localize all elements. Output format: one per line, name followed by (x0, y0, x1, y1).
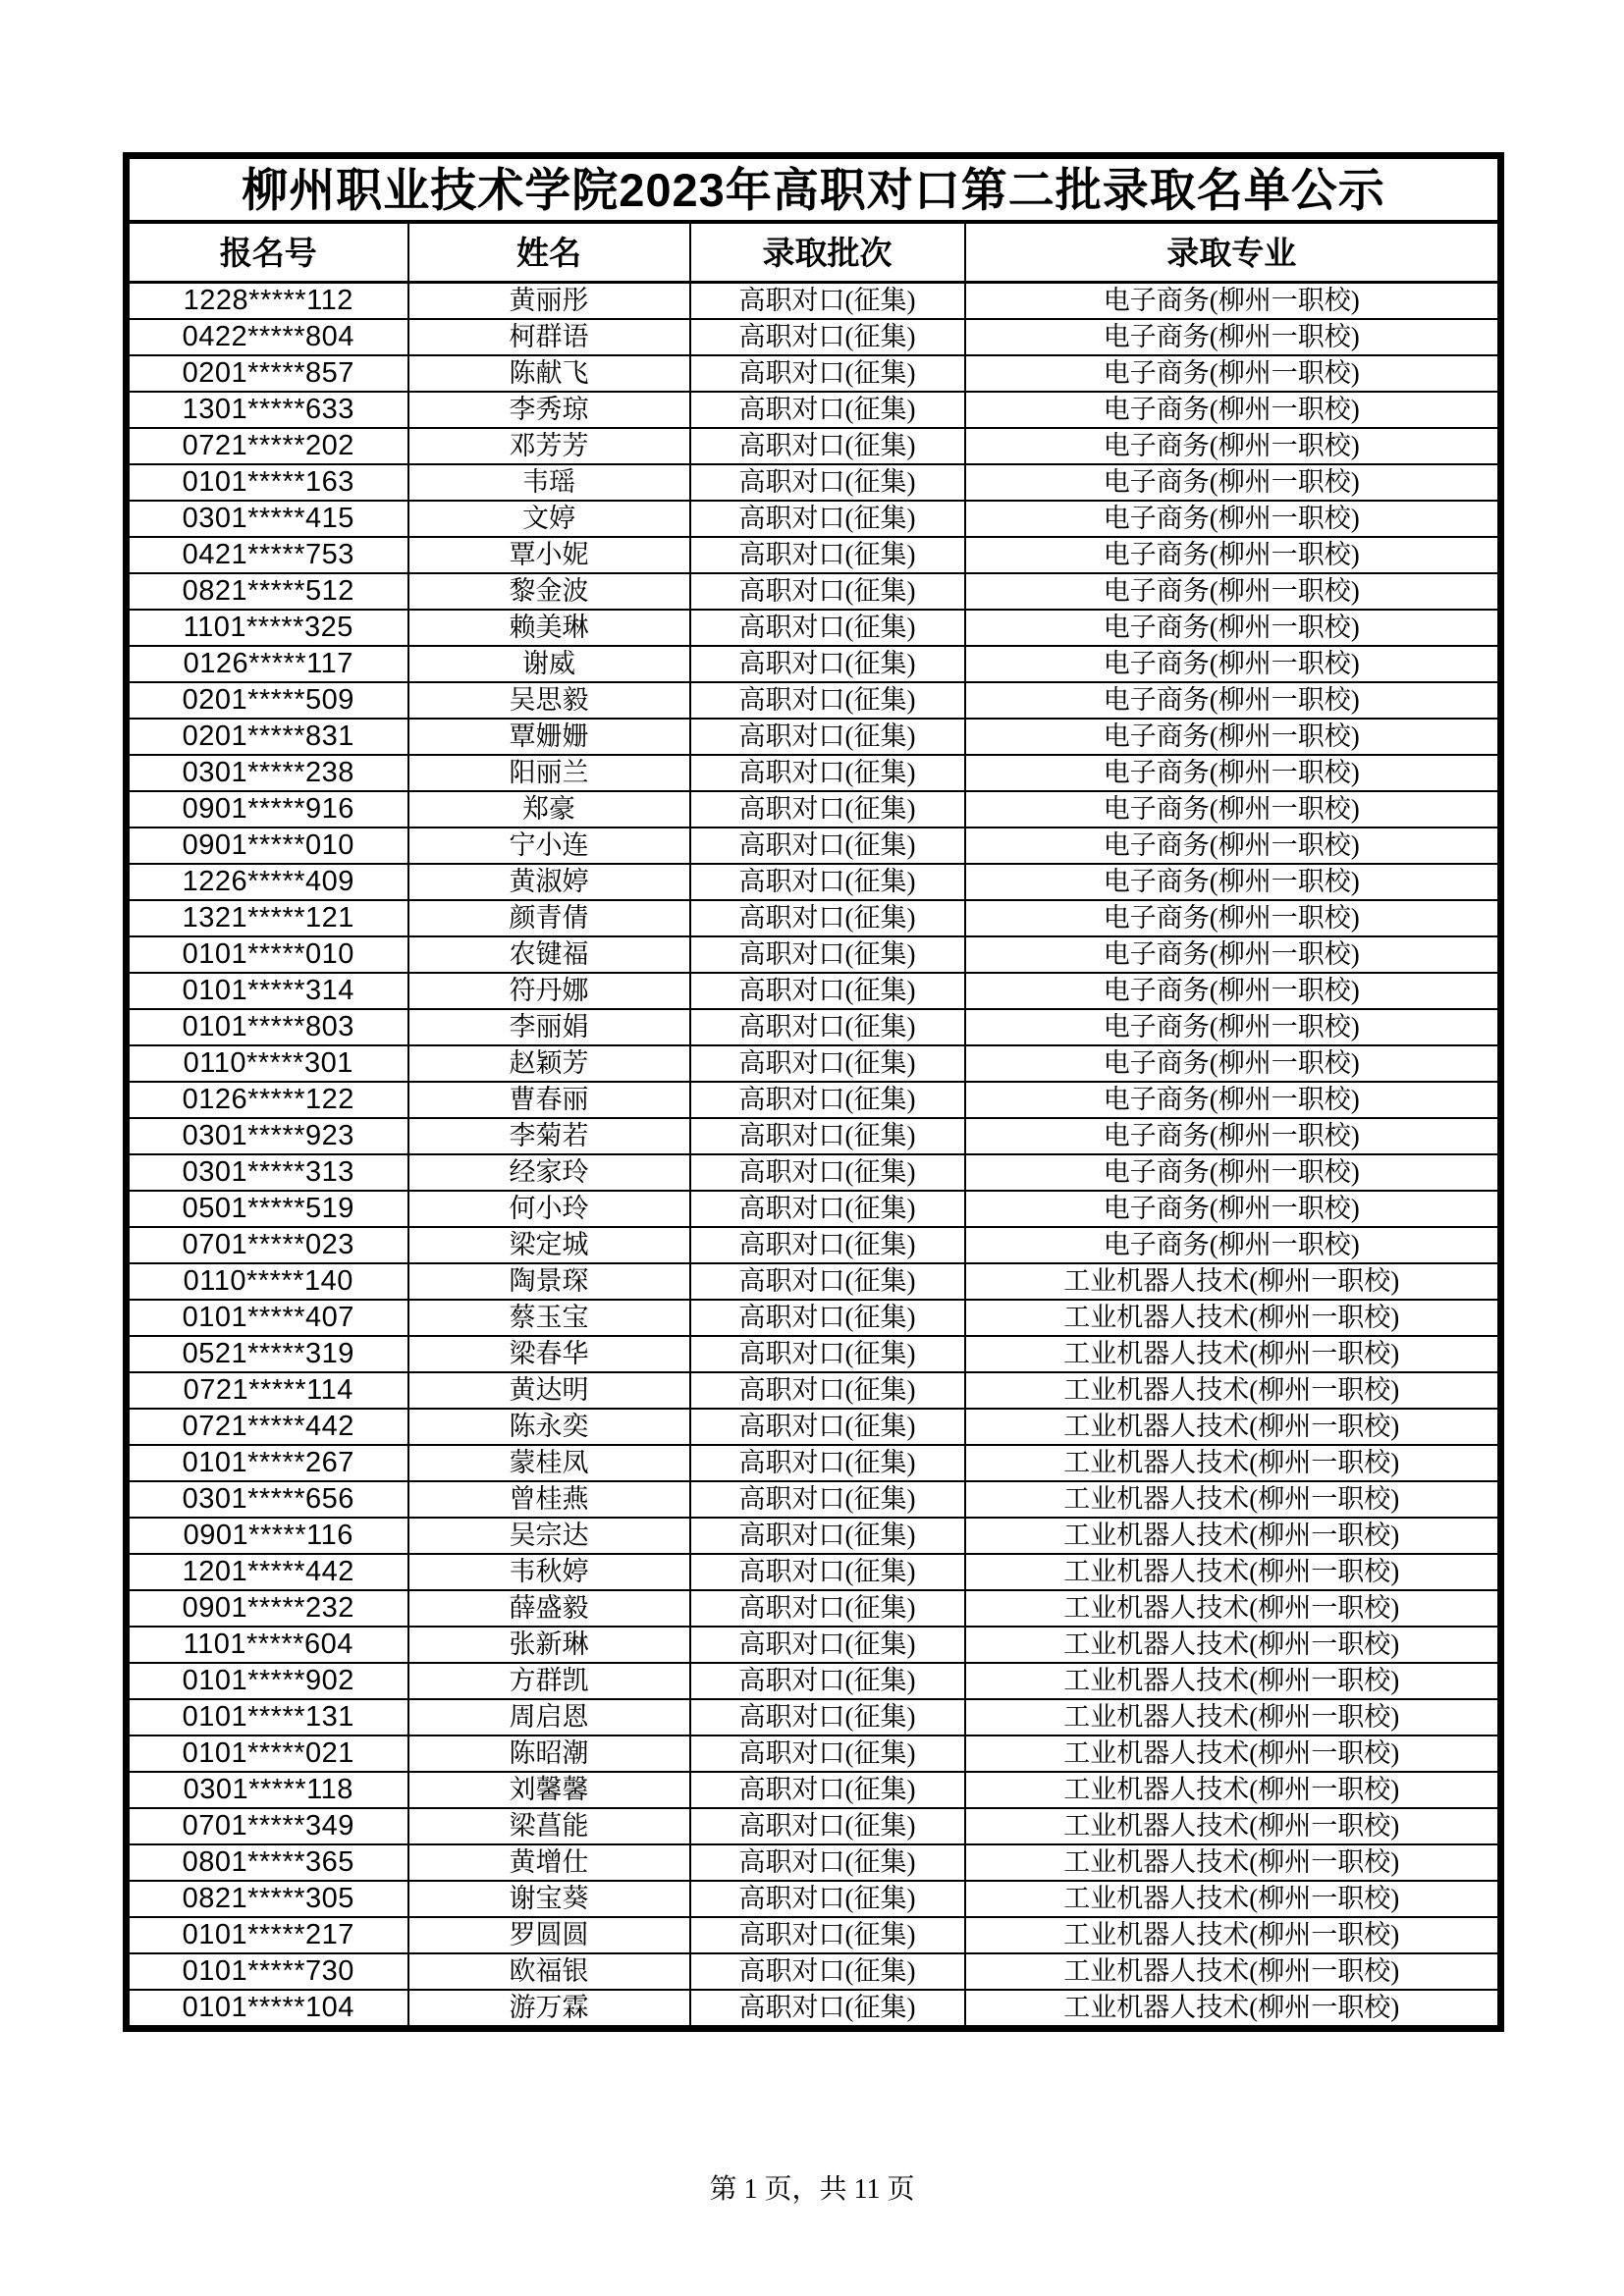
cell-name: 刘馨馨 (408, 1772, 690, 1808)
cell-name: 谢宝葵 (408, 1881, 690, 1917)
cell-reg-no: 0201*****831 (127, 719, 408, 755)
cell-major: 电子商务(柳州一职校) (965, 1009, 1501, 1045)
cell-major: 工业机器人技术(柳州一职校) (965, 1735, 1501, 1772)
cell-batch: 高职对口(征集) (690, 1772, 965, 1808)
table-row (127, 1409, 1501, 1445)
cell-reg-no: 0422*****804 (127, 319, 408, 355)
cell-batch: 高职对口(征集) (690, 428, 965, 464)
cell-major: 电子商务(柳州一职校) (965, 464, 1501, 501)
cell-major: 工业机器人技术(柳州一职校) (965, 1336, 1501, 1372)
cell-reg-no: 0901*****232 (127, 1590, 408, 1627)
cell-batch: 高职对口(征集) (690, 1009, 965, 1045)
cell-name: 黄淑婷 (408, 864, 690, 900)
table-row (127, 1663, 1501, 1699)
cell-reg-no: 0101*****730 (127, 1953, 408, 1990)
cell-reg-no: 0301*****923 (127, 1118, 408, 1154)
cell-reg-no: 0301*****118 (127, 1772, 408, 1808)
cell-name: 吴思毅 (408, 682, 690, 719)
cell-reg-no: 1228*****112 (127, 283, 408, 320)
cell-reg-no: 0901*****010 (127, 828, 408, 864)
cell-batch: 高职对口(征集) (690, 1881, 965, 1917)
cell-reg-no: 0721*****202 (127, 428, 408, 464)
table-row (127, 355, 1501, 392)
table-row (127, 1699, 1501, 1735)
cell-reg-no: 0101*****407 (127, 1300, 408, 1336)
cell-reg-no: 1101*****604 (127, 1627, 408, 1663)
table-row (127, 1881, 1501, 1917)
table-row (127, 283, 1501, 320)
table-row (127, 464, 1501, 501)
cell-batch: 高职对口(征集) (690, 1409, 965, 1445)
cell-name: 农键福 (408, 936, 690, 973)
cell-name: 黄增仕 (408, 1844, 690, 1881)
table-row (127, 900, 1501, 936)
cell-major: 工业机器人技术(柳州一职校) (965, 1263, 1501, 1300)
cell-reg-no: 0101*****104 (127, 1990, 408, 2029)
cell-batch: 高职对口(征集) (690, 283, 965, 320)
cell-major: 工业机器人技术(柳州一职校) (965, 1445, 1501, 1481)
cell-major: 工业机器人技术(柳州一职校) (965, 1554, 1501, 1590)
cell-name: 经家玲 (408, 1154, 690, 1191)
cell-major: 工业机器人技术(柳州一职校) (965, 1881, 1501, 1917)
cell-name: 梁定城 (408, 1227, 690, 1263)
cell-name: 罗圆圆 (408, 1917, 690, 1953)
table-row (127, 1336, 1501, 1372)
table-row (127, 428, 1501, 464)
table-row (127, 936, 1501, 973)
cell-batch: 高职对口(征集) (690, 1990, 965, 2029)
table-row (127, 1300, 1501, 1336)
cell-name: 曹春丽 (408, 1082, 690, 1118)
cell-major: 电子商务(柳州一职校) (965, 791, 1501, 828)
cell-name: 陈永奕 (408, 1409, 690, 1445)
table-row (127, 319, 1501, 355)
column-header-major: 录取专业 (965, 222, 1501, 283)
cell-batch: 高职对口(征集) (690, 1481, 965, 1518)
cell-name: 黎金波 (408, 573, 690, 610)
cell-batch: 高职对口(征集) (690, 682, 965, 719)
cell-major: 电子商务(柳州一职校) (965, 319, 1501, 355)
cell-reg-no: 0821*****512 (127, 573, 408, 610)
cell-major: 工业机器人技术(柳州一职校) (965, 1808, 1501, 1844)
cell-name: 周启恩 (408, 1699, 690, 1735)
table-row (127, 719, 1501, 755)
cell-name: 韦秋婷 (408, 1554, 690, 1590)
cell-batch: 高职对口(征集) (690, 1300, 965, 1336)
cell-batch: 高职对口(征集) (690, 1590, 965, 1627)
cell-batch: 高职对口(征集) (690, 537, 965, 573)
cell-batch: 高职对口(征集) (690, 1118, 965, 1154)
cell-name: 陈昭潮 (408, 1735, 690, 1772)
table-row (127, 1009, 1501, 1045)
cell-name: 李丽娟 (408, 1009, 690, 1045)
table-row (127, 791, 1501, 828)
cell-major: 工业机器人技术(柳州一职校) (965, 1518, 1501, 1554)
cell-reg-no: 0301*****656 (127, 1481, 408, 1518)
cell-reg-no: 0101*****314 (127, 973, 408, 1009)
cell-name: 张新琳 (408, 1627, 690, 1663)
cell-name: 覃小妮 (408, 537, 690, 573)
cell-major: 工业机器人技术(柳州一职校) (965, 1917, 1501, 1953)
table-row (127, 1844, 1501, 1881)
table-row (127, 1154, 1501, 1191)
cell-major: 工业机器人技术(柳州一职校) (965, 1663, 1501, 1699)
table-row (127, 1518, 1501, 1554)
cell-reg-no: 0721*****442 (127, 1409, 408, 1445)
cell-batch: 高职对口(征集) (690, 501, 965, 537)
cell-name: 何小玲 (408, 1191, 690, 1227)
cell-major: 电子商务(柳州一职校) (965, 682, 1501, 719)
cell-reg-no: 0101*****902 (127, 1663, 408, 1699)
cell-major: 电子商务(柳州一职校) (965, 1082, 1501, 1118)
table-row (127, 646, 1501, 682)
cell-batch: 高职对口(征集) (690, 1735, 965, 1772)
cell-name: 欧福银 (408, 1953, 690, 1990)
cell-major: 电子商务(柳州一职校) (965, 719, 1501, 755)
cell-major: 工业机器人技术(柳州一职校) (965, 1481, 1501, 1518)
cell-batch: 高职对口(征集) (690, 610, 965, 646)
column-header-batch: 录取批次 (690, 222, 965, 283)
cell-major: 电子商务(柳州一职校) (965, 828, 1501, 864)
table-row (127, 864, 1501, 900)
cell-reg-no: 0301*****313 (127, 1154, 408, 1191)
cell-batch: 高职对口(征集) (690, 1045, 965, 1082)
table-row (127, 1372, 1501, 1409)
cell-major: 电子商务(柳州一职校) (965, 973, 1501, 1009)
table-row (127, 1118, 1501, 1154)
cell-batch: 高职对口(征集) (690, 1263, 965, 1300)
cell-batch: 高职对口(征集) (690, 1082, 965, 1118)
cell-reg-no: 0521*****319 (127, 1336, 408, 1372)
cell-major: 电子商务(柳州一职校) (965, 755, 1501, 791)
cell-major: 电子商务(柳州一职校) (965, 283, 1501, 320)
cell-name: 覃姗姗 (408, 719, 690, 755)
cell-reg-no: 1226*****409 (127, 864, 408, 900)
cell-name: 曾桂燕 (408, 1481, 690, 1518)
cell-name: 赵颖芳 (408, 1045, 690, 1082)
cell-batch: 高职对口(征集) (690, 573, 965, 610)
cell-major: 电子商务(柳州一职校) (965, 537, 1501, 573)
cell-batch: 高职对口(征集) (690, 1518, 965, 1554)
table-row (127, 682, 1501, 719)
cell-name: 陶景琛 (408, 1263, 690, 1300)
cell-name: 梁春华 (408, 1336, 690, 1372)
table-row (127, 392, 1501, 428)
admission-table (123, 152, 1504, 2032)
cell-name: 蒙桂凤 (408, 1445, 690, 1481)
cell-major: 电子商务(柳州一职校) (965, 936, 1501, 973)
table-row (127, 1627, 1501, 1663)
cell-reg-no: 0901*****116 (127, 1518, 408, 1554)
cell-name: 梁菖能 (408, 1808, 690, 1844)
cell-reg-no: 0101*****021 (127, 1735, 408, 1772)
cell-major: 工业机器人技术(柳州一职校) (965, 1990, 1501, 2029)
table-row (127, 501, 1501, 537)
cell-major: 电子商务(柳州一职校) (965, 610, 1501, 646)
cell-major: 电子商务(柳州一职校) (965, 1191, 1501, 1227)
cell-batch: 高职对口(征集) (690, 828, 965, 864)
table-row (127, 1735, 1501, 1772)
cell-major: 电子商务(柳州一职校) (965, 1154, 1501, 1191)
cell-name: 邓芳芳 (408, 428, 690, 464)
cell-major: 电子商务(柳州一职校) (965, 428, 1501, 464)
cell-reg-no: 0110*****140 (127, 1263, 408, 1300)
table-row (127, 1045, 1501, 1082)
cell-name: 符丹娜 (408, 973, 690, 1009)
cell-major: 电子商务(柳州一职校) (965, 392, 1501, 428)
cell-name: 黄丽彤 (408, 283, 690, 320)
cell-reg-no: 0421*****753 (127, 537, 408, 573)
table-row (127, 1953, 1501, 1990)
cell-name: 吴宗达 (408, 1518, 690, 1554)
cell-batch: 高职对口(征集) (690, 1844, 965, 1881)
cell-batch: 高职对口(征集) (690, 1808, 965, 1844)
table-row (127, 1554, 1501, 1590)
cell-batch: 高职对口(征集) (690, 1554, 965, 1590)
cell-batch: 高职对口(征集) (690, 719, 965, 755)
page-title: 柳州职业技术学院2023年高职对口第二批录取名单公示 (127, 156, 1501, 223)
cell-batch: 高职对口(征集) (690, 392, 965, 428)
cell-reg-no: 0301*****238 (127, 755, 408, 791)
cell-batch: 高职对口(征集) (690, 900, 965, 936)
table-row (127, 755, 1501, 791)
table-row (127, 1772, 1501, 1808)
cell-major: 电子商务(柳州一职校) (965, 900, 1501, 936)
table-row (127, 537, 1501, 573)
table-row (127, 1990, 1501, 2029)
cell-name: 赖美琳 (408, 610, 690, 646)
cell-name: 李菊若 (408, 1118, 690, 1154)
cell-major: 电子商务(柳州一职校) (965, 1118, 1501, 1154)
cell-reg-no: 0101*****267 (127, 1445, 408, 1481)
table-row (127, 1263, 1501, 1300)
cell-major: 工业机器人技术(柳州一职校) (965, 1300, 1501, 1336)
page-number-footer: 第 1 页，共 11 页 (709, 2174, 915, 2205)
cell-reg-no: 0201*****857 (127, 355, 408, 392)
table-row (127, 610, 1501, 646)
table-body (127, 283, 1501, 2029)
table-row (127, 1481, 1501, 1518)
cell-name: 颜青倩 (408, 900, 690, 936)
cell-name: 谢威 (408, 646, 690, 682)
cell-major: 工业机器人技术(柳州一职校) (965, 1844, 1501, 1881)
table-row (127, 828, 1501, 864)
cell-name: 韦瑶 (408, 464, 690, 501)
cell-batch: 高职对口(征集) (690, 1917, 965, 1953)
cell-name: 李秀琼 (408, 392, 690, 428)
table-row (127, 1808, 1501, 1844)
cell-batch: 高职对口(征集) (690, 1627, 965, 1663)
table-row (127, 573, 1501, 610)
cell-major: 电子商务(柳州一职校) (965, 864, 1501, 900)
cell-major: 电子商务(柳州一职校) (965, 646, 1501, 682)
cell-batch: 高职对口(征集) (690, 464, 965, 501)
cell-batch: 高职对口(征集) (690, 936, 965, 973)
cell-reg-no: 0201*****509 (127, 682, 408, 719)
cell-batch: 高职对口(征集) (690, 1372, 965, 1409)
table-row (127, 973, 1501, 1009)
cell-batch: 高职对口(征集) (690, 755, 965, 791)
cell-reg-no: 0701*****349 (127, 1808, 408, 1844)
cell-batch: 高职对口(征集) (690, 1191, 965, 1227)
cell-reg-no: 1101*****325 (127, 610, 408, 646)
table-row (127, 1082, 1501, 1118)
cell-reg-no: 0701*****023 (127, 1227, 408, 1263)
cell-batch: 高职对口(征集) (690, 1953, 965, 1990)
title-row (127, 156, 1501, 223)
cell-reg-no: 0721*****114 (127, 1372, 408, 1409)
cell-name: 游万霖 (408, 1990, 690, 2029)
table-row (127, 1917, 1501, 1953)
cell-batch: 高职对口(征集) (690, 1699, 965, 1735)
cell-reg-no: 0101*****217 (127, 1917, 408, 1953)
cell-reg-no: 0801*****365 (127, 1844, 408, 1881)
cell-reg-no: 1321*****121 (127, 900, 408, 936)
cell-batch: 高职对口(征集) (690, 646, 965, 682)
cell-reg-no: 0101*****010 (127, 936, 408, 973)
cell-batch: 高职对口(征集) (690, 1445, 965, 1481)
table-row (127, 1445, 1501, 1481)
cell-reg-no: 0126*****122 (127, 1082, 408, 1118)
cell-batch: 高职对口(征集) (690, 1663, 965, 1699)
cell-major: 工业机器人技术(柳州一职校) (965, 1953, 1501, 1990)
cell-reg-no: 0126*****117 (127, 646, 408, 682)
table-row (127, 1191, 1501, 1227)
cell-major: 工业机器人技术(柳州一职校) (965, 1627, 1501, 1663)
column-header-reg-no: 报名号 (127, 222, 408, 283)
cell-major: 电子商务(柳州一职校) (965, 501, 1501, 537)
cell-name: 阳丽兰 (408, 755, 690, 791)
cell-name: 陈献飞 (408, 355, 690, 392)
cell-batch: 高职对口(征集) (690, 319, 965, 355)
cell-major: 电子商务(柳州一职校) (965, 1227, 1501, 1263)
table-row (127, 1227, 1501, 1263)
cell-major: 电子商务(柳州一职校) (965, 1045, 1501, 1082)
column-header-name: 姓名 (408, 222, 690, 283)
cell-batch: 高职对口(征集) (690, 973, 965, 1009)
cell-major: 工业机器人技术(柳州一职校) (965, 1372, 1501, 1409)
cell-name: 宁小连 (408, 828, 690, 864)
cell-batch: 高职对口(征集) (690, 1154, 965, 1191)
table-header-row (127, 222, 1501, 283)
cell-major: 工业机器人技术(柳州一职校) (965, 1699, 1501, 1735)
cell-name: 黄达明 (408, 1372, 690, 1409)
cell-batch: 高职对口(征集) (690, 1227, 965, 1263)
cell-name: 薛盛毅 (408, 1590, 690, 1627)
cell-reg-no: 1301*****633 (127, 392, 408, 428)
cell-reg-no: 0101*****163 (127, 464, 408, 501)
cell-major: 电子商务(柳州一职校) (965, 355, 1501, 392)
cell-reg-no: 1201*****442 (127, 1554, 408, 1590)
cell-batch: 高职对口(征集) (690, 791, 965, 828)
cell-reg-no: 0101*****803 (127, 1009, 408, 1045)
cell-batch: 高职对口(征集) (690, 864, 965, 900)
cell-major: 工业机器人技术(柳州一职校) (965, 1409, 1501, 1445)
cell-major: 工业机器人技术(柳州一职校) (965, 1772, 1501, 1808)
cell-name: 柯群语 (408, 319, 690, 355)
cell-reg-no: 0101*****131 (127, 1699, 408, 1735)
cell-batch: 高职对口(征集) (690, 1336, 965, 1372)
cell-reg-no: 0301*****415 (127, 501, 408, 537)
cell-reg-no: 0821*****305 (127, 1881, 408, 1917)
cell-name: 文婷 (408, 501, 690, 537)
cell-reg-no: 0901*****916 (127, 791, 408, 828)
cell-batch: 高职对口(征集) (690, 355, 965, 392)
cell-name: 蔡玉宝 (408, 1300, 690, 1336)
cell-name: 方群凯 (408, 1663, 690, 1699)
cell-name: 郑豪 (408, 791, 690, 828)
cell-reg-no: 0110*****301 (127, 1045, 408, 1082)
cell-major: 电子商务(柳州一职校) (965, 573, 1501, 610)
table-row (127, 1590, 1501, 1627)
cell-reg-no: 0501*****519 (127, 1191, 408, 1227)
cell-major: 工业机器人技术(柳州一职校) (965, 1590, 1501, 1627)
